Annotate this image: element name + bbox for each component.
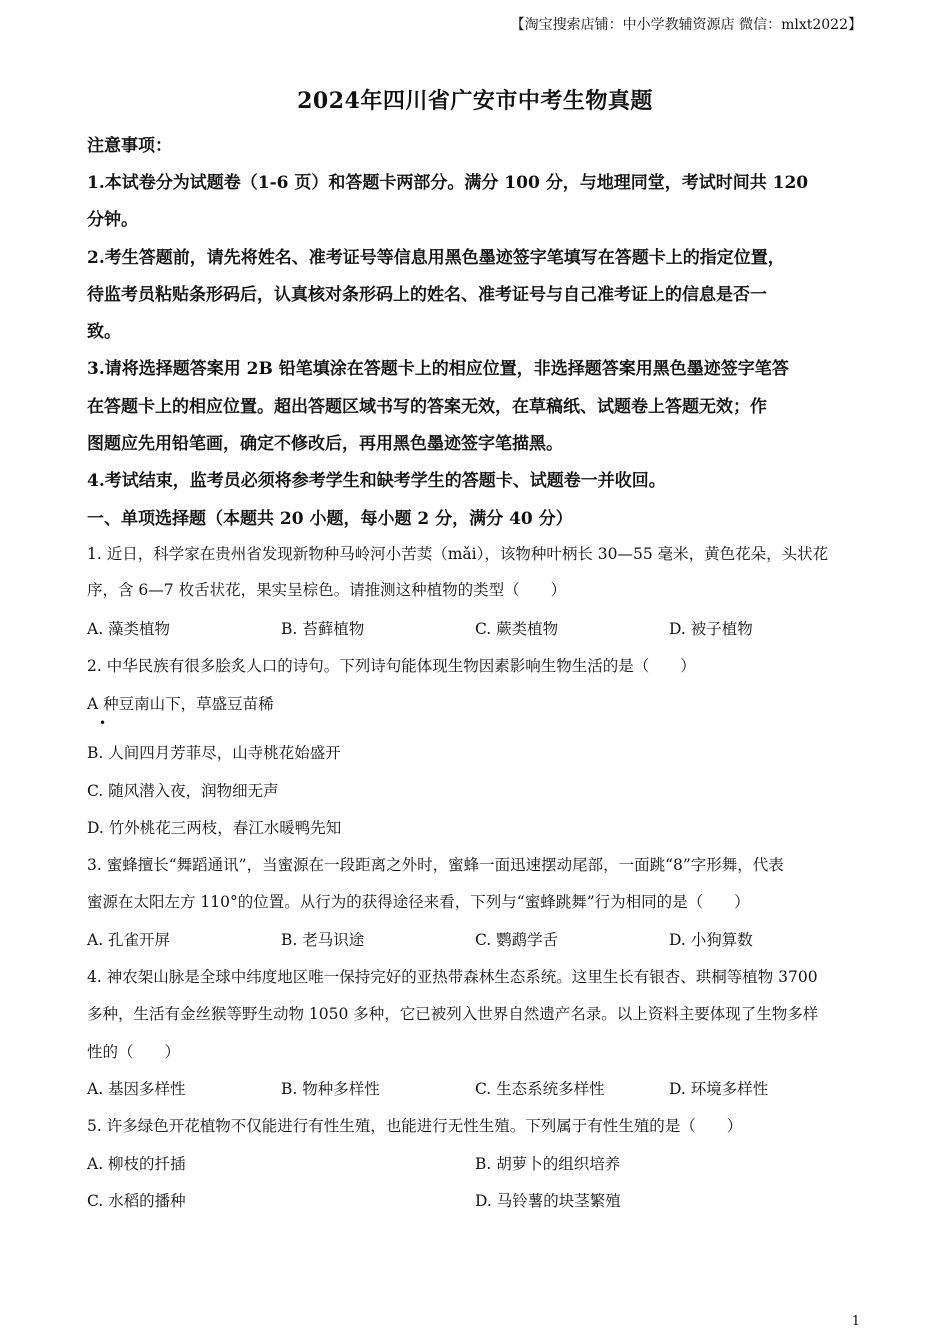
question-1-option-d: D. 被子植物	[669, 620, 753, 638]
question-5-option-a: A. 柳枝的扦插	[87, 1155, 186, 1173]
question-3-option-b: B. 老马识途	[281, 931, 365, 949]
notice-line: 1.本试卷分为试题卷（1-6 页）和答题卡两部分。满分 100 分，与地理同堂，考试时间共 120	[87, 173, 809, 193]
question-3-text: 3. 蜜蜂擅长“舞蹈通讯”，当蜜源在一段距离之外时，蜜蜂一面迅速摆动尾部，一面跳“8”字形舞，代表	[87, 856, 784, 874]
question-2-option-a: A 种豆南山下，草盛豆苗稀	[87, 695, 274, 713]
question-4-text: 4. 神农架山脉是全球中纬度地区唯一保持完好的亚热带森林生态系统。这里生长有银杏、珙桐等植物 3700	[87, 968, 818, 986]
question-4-text: 多种，生活有金丝猴等野生动物 1050 多种，它已被列入世界自然遗产名录。以上资料主要体现了生物多样	[87, 1005, 819, 1023]
question-4-text: 性的（ ）	[87, 1043, 181, 1061]
page-title: 2024年四川省广安市中考生物真题	[297, 88, 653, 114]
question-5-option-d: D. 马铃薯的块茎繁殖	[475, 1192, 621, 1210]
notice-line: 待监考员粘贴条形码后，认真核对条形码上的姓名、准考证号与自己准考证上的信息是否一	[87, 285, 767, 305]
question-1-text: 序，含 6—7 枚舌状花，果实呈棕色。请推测这种植物的类型（ ）	[87, 581, 567, 599]
question-4-option-d: D. 环境多样性	[669, 1080, 769, 1098]
notice-line: 致。	[87, 322, 121, 342]
section-title: 一、单项选择题（本题共 20 小题，每小题 2 分，满分 40 分）	[87, 509, 573, 529]
question-2-text: 2. 中华民族有很多脍炙人口的诗句。下列诗句能体现生物因素影响生物生活的是（ ）	[87, 657, 696, 675]
question-1-option-c: C. 蕨类植物	[475, 620, 559, 638]
question-2-option-d: D. 竹外桃花三两枝，春江水暖鸭先知	[87, 819, 342, 837]
question-5-text: 5. 许多绿色开花植物不仅能进行有性生殖，也能进行无性生殖。下列属于有性生殖的是（ ）	[87, 1117, 743, 1135]
notice-line: 2.考生答题前，请先将姓名、准考证号等信息用黑色墨迹签字笔填写在答题卡上的指定位置，	[87, 248, 785, 268]
notice-line: 图题应先用铅笔画，确定不修改后，再用黑色墨迹签字笔描黑。	[87, 434, 563, 454]
question-5-option-b: B. 胡萝卜的组织培养	[475, 1155, 621, 1173]
question-3-option-a: A. 孔雀开屏	[87, 931, 171, 949]
question-5-option-c: C. 水稻的播种	[87, 1192, 186, 1210]
question-3-text: 蜜源在太阳左方 110°的位置。从行为的获得途径来看，下列与“蜜蜂跳舞”行为相同的是（ ）	[87, 893, 750, 911]
emphasis-dot-icon: •	[99, 716, 107, 730]
question-1-option-a: A. 藻类植物	[87, 620, 171, 638]
question-4-option-a: A. 基因多样性	[87, 1080, 186, 1098]
page-number: 1	[851, 1314, 860, 1329]
question-4-option-b: B. 物种多样性	[281, 1080, 380, 1098]
notice-line: 4.考试结束，监考员必须将参考学生和缺考学生的答题卡、试题卷一并收回。	[87, 471, 666, 491]
question-1-option-b: B. 苔藓植物	[281, 620, 365, 638]
notice-line: 分钟。	[87, 210, 138, 230]
question-2-option-b: B. 人间四月芳菲尽，山寺桃花始盛开	[87, 744, 341, 762]
question-1-text: 1. 近日，科学家在贵州省发现新物种马岭河小苦荬（mǎi），该物种叶柄长 30—55 毫米，黄色花朵，头状花	[87, 545, 829, 563]
question-2-option-c: C. 随风潜入夜，润物细无声	[87, 782, 279, 800]
notice-line: 3.请将选择题答案用 2B 铅笔填涂在答题卡上的相应位置，非选择题答案用黑色墨迹签字笔答	[87, 359, 789, 379]
question-3-option-c: C. 鹦鹉学舌	[475, 931, 559, 949]
notice-line: 在答题卡上的相应位置。超出答题区域书写的答案无效，在草稿纸、试题卷上答题无效；作	[87, 397, 767, 417]
question-3-option-d: D. 小狗算数	[669, 931, 753, 949]
header-note: 【淘宝搜索店铺：中小学教辅资源店 微信：mlxt2022】	[510, 17, 862, 33]
question-4-option-c: C. 生态系统多样性	[475, 1080, 605, 1098]
notice-heading: 注意事项：	[87, 136, 172, 156]
